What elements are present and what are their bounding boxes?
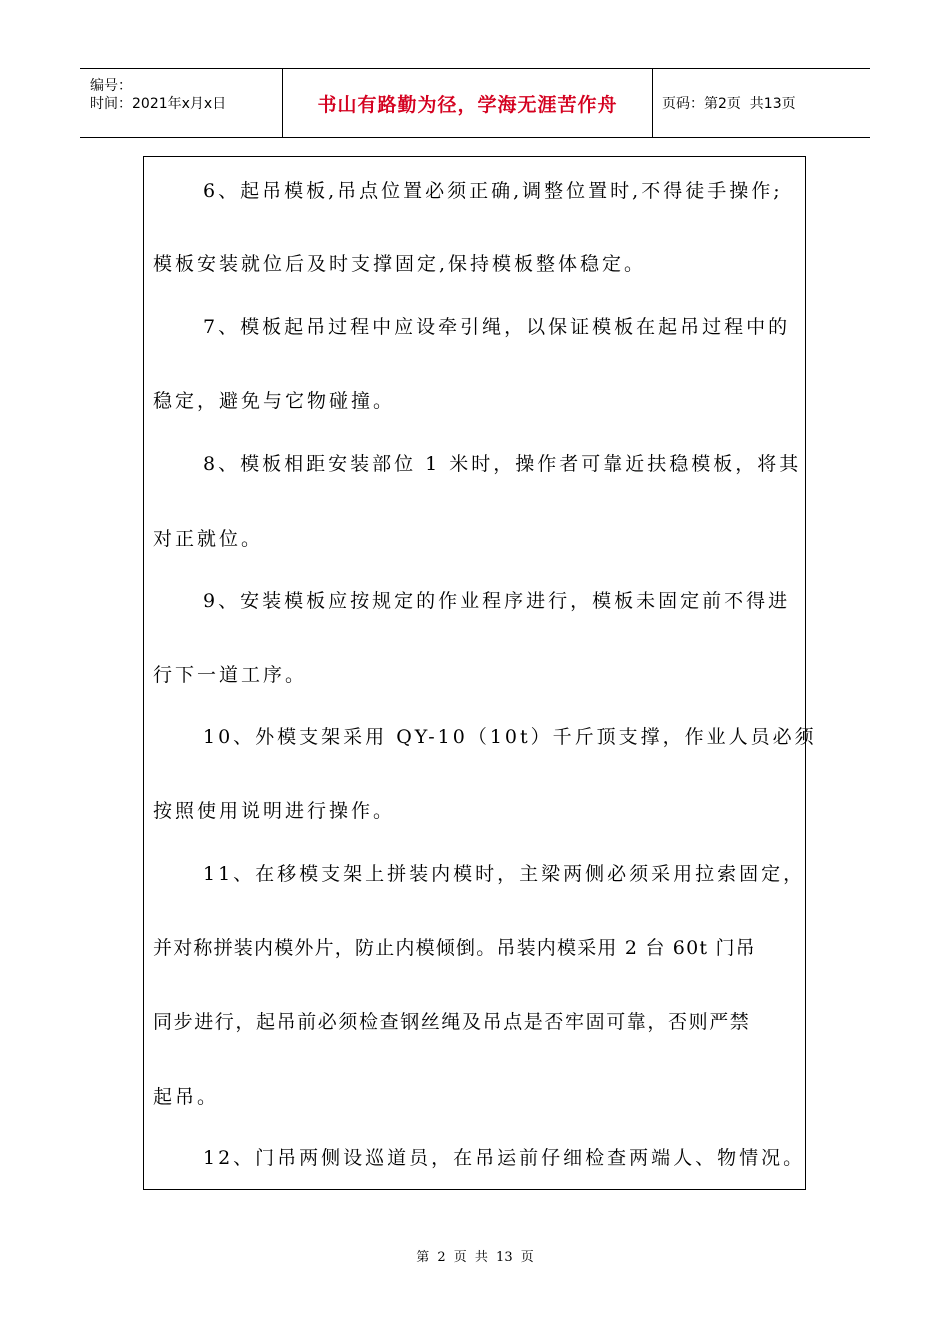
document-number-label: 编号： — [90, 78, 132, 94]
header-page-info: 页码：第2页 共13页 — [662, 96, 796, 112]
body-line: 按照使用说明进行操作。 — [153, 800, 396, 822]
body-line: 9、安装模板应按规定的作业程序进行，模板未固定前不得进 — [203, 590, 791, 612]
body-line: 7、模板起吊过程中应设牵引绳，以保证模板在起吊过程中的 — [203, 316, 791, 338]
body-line: 8、模板相距安装部位 1 米时，操作者可靠近扶稳模板，将其 — [203, 453, 802, 475]
body-line: 起吊。 — [153, 1086, 220, 1108]
body-line: 同步进行，起吊前必须检查钢丝绳及吊点是否牢固可靠，否则严禁 — [153, 1011, 751, 1033]
content-box — [143, 156, 817, 1190]
page-header — [80, 68, 870, 138]
body-line: 行下一道工序。 — [153, 664, 308, 686]
body-line: 并对称拼装内模外片，防止内模倾倒。吊装内模采用 2 台 60t 门吊 — [153, 937, 756, 959]
header-meta — [80, 69, 282, 137]
body-line: 模板安装就位后及时支撑固定,保持模板整体稳定。 — [153, 253, 647, 275]
header-motto: 书山有路勤为径，学海无涯苦作舟 — [317, 93, 618, 116]
header-divider-right — [652, 69, 653, 137]
body-line: 10、外模支架采用 QY-10（10t）千斤顶支撑，作业人员必须 — [203, 726, 817, 748]
body-line: 6、起吊模板,吊点位置必须正确,调整位置时,不得徒手操作; — [203, 180, 783, 202]
body-line: 12、门吊两侧设巡道员，在吊运前仔细检查两端人、物情况。 — [203, 1147, 806, 1169]
document-date: 时间：2021年x月x日 — [90, 96, 227, 112]
body-line: 11、在移模支架上拼装内模时，主梁两侧必须采用拉索固定， — [203, 863, 806, 885]
page-footer: 第 2 页 共 13 页 — [416, 1250, 534, 1265]
body-line: 稳定，避免与它物碰撞。 — [153, 390, 396, 412]
body-line: 对正就位。 — [153, 528, 264, 550]
